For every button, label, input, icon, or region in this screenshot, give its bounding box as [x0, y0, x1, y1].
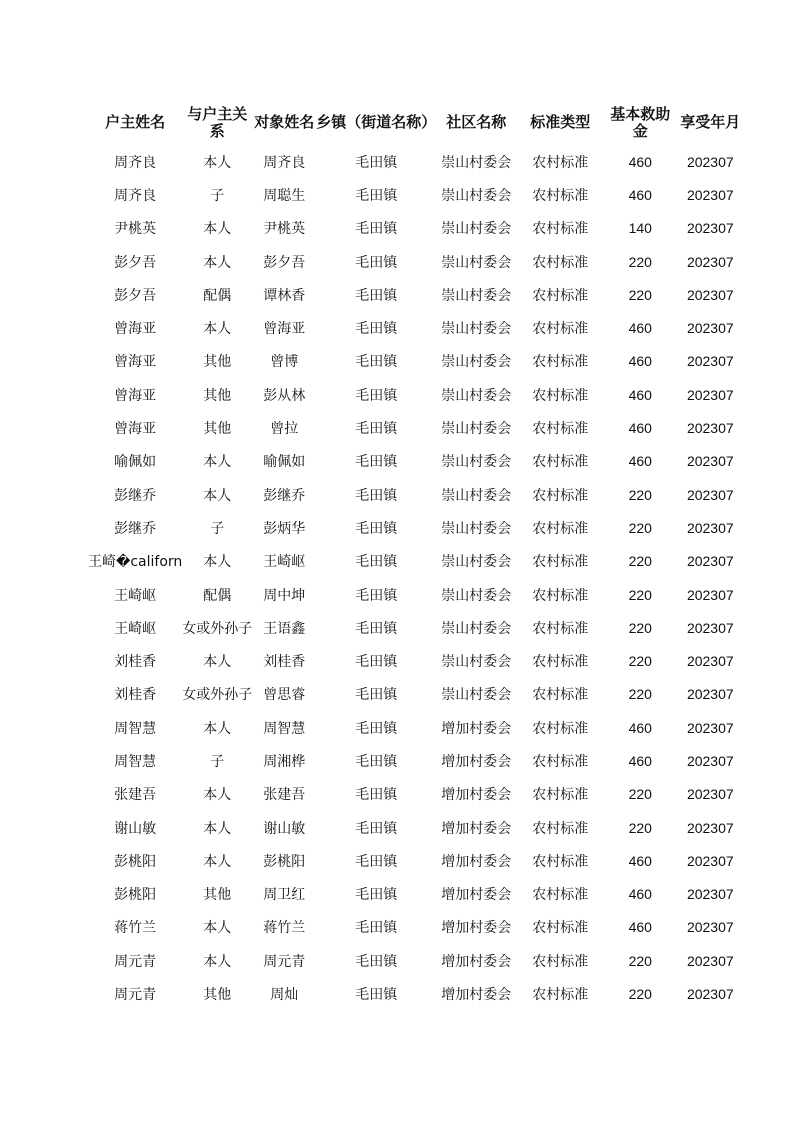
table-row [88, 711, 744, 744]
cell-town: 毛田镇 [355, 487, 398, 504]
table-body [88, 145, 744, 1011]
cell-relation: 子 [210, 520, 225, 537]
cell-relation: 本人 [203, 254, 232, 271]
cell-period: 202307 [686, 819, 734, 836]
cell-period: 202307 [686, 786, 734, 803]
table-row [88, 478, 744, 511]
table-row [88, 378, 744, 411]
cell-period: 202307 [686, 586, 734, 603]
cell-object-name: 周卫红 [263, 887, 306, 904]
cell-head-name: 周齐良 [114, 187, 157, 204]
cell-relation: 其他 [203, 987, 232, 1004]
cell-town: 毛田镇 [355, 354, 398, 371]
table-row [88, 311, 744, 344]
cell-period: 202307 [686, 386, 734, 403]
cell-object-name: 曾拉 [270, 421, 299, 438]
header-basic-amount: 基本救助金 [610, 104, 671, 140]
cell-head-name: 刘桂香 [114, 654, 157, 671]
cell-object-name: 谢山敏 [263, 820, 306, 837]
cell-basic-amount: 220 [628, 486, 652, 503]
cell-standard-type: 农村标准 [532, 487, 589, 504]
table-header [88, 100, 744, 145]
cell-community: 崇山村委会 [441, 354, 512, 371]
cell-community: 崇山村委会 [441, 387, 512, 404]
table-row [88, 178, 744, 211]
cell-relation: 配偶 [203, 287, 232, 304]
cell-period: 202307 [686, 653, 734, 670]
cell-period: 202307 [686, 986, 734, 1003]
cell-standard-type: 农村标准 [532, 720, 589, 737]
cell-object-name: 彭炳华 [263, 520, 306, 537]
cell-community: 崇山村委会 [441, 587, 512, 604]
cell-object-name: 彭桃阳 [263, 853, 306, 870]
table-row [88, 145, 744, 178]
cell-relation: 本人 [203, 787, 232, 804]
cell-standard-type: 农村标准 [532, 753, 589, 770]
cell-head-name: 王崎�californ [88, 554, 183, 571]
header-community: 社区名称 [446, 113, 507, 131]
cell-relation: 女或外孙子 [182, 687, 253, 704]
cell-standard-type: 农村标准 [532, 687, 589, 704]
cell-period: 202307 [686, 553, 734, 570]
cell-town: 毛田镇 [355, 387, 398, 404]
cell-object-name: 周智慧 [263, 720, 306, 737]
cell-object-name: 王语鑫 [263, 620, 306, 637]
cell-basic-amount: 220 [628, 952, 652, 969]
cell-object-name: 曾思睿 [263, 687, 306, 704]
cell-object-name: 曾海亚 [263, 321, 306, 338]
table-row [88, 778, 744, 811]
cell-object-name: 王崎岖 [263, 554, 306, 571]
cell-object-name: 周聪生 [263, 187, 306, 204]
cell-town: 毛田镇 [355, 654, 398, 671]
cell-community: 崇山村委会 [441, 687, 512, 704]
cell-head-name: 彭夕吾 [114, 254, 157, 271]
cell-basic-amount: 220 [628, 819, 652, 836]
cell-town: 毛田镇 [355, 953, 398, 970]
cell-relation: 本人 [203, 487, 232, 504]
cell-relation: 其他 [203, 887, 232, 904]
cell-basic-amount: 220 [628, 686, 652, 703]
cell-basic-amount: 460 [628, 852, 652, 869]
cell-basic-amount: 460 [628, 186, 652, 203]
cell-relation: 其他 [203, 354, 232, 371]
cell-period: 202307 [686, 420, 734, 437]
cell-community: 崇山村委会 [441, 287, 512, 304]
cell-community: 崇山村委会 [441, 254, 512, 271]
table-row [88, 411, 744, 444]
cell-relation: 女或外孙子 [182, 620, 253, 637]
cell-head-name: 彭夕吾 [114, 287, 157, 304]
cell-relation: 其他 [203, 387, 232, 404]
cell-basic-amount: 140 [628, 220, 652, 237]
cell-period: 202307 [686, 253, 734, 270]
cell-standard-type: 农村标准 [532, 454, 589, 471]
cell-period: 202307 [686, 286, 734, 303]
cell-standard-type: 农村标准 [532, 587, 589, 604]
cell-object-name: 彭从林 [263, 387, 306, 404]
cell-basic-amount: 460 [628, 719, 652, 736]
cell-head-name: 王崎岖 [114, 620, 157, 637]
cell-standard-type: 农村标准 [532, 321, 589, 338]
table-row [88, 445, 744, 478]
cell-head-name: 曾海亚 [114, 354, 157, 371]
cell-head-name: 刘桂香 [114, 687, 157, 704]
cell-town: 毛田镇 [355, 321, 398, 338]
cell-basic-amount: 220 [628, 286, 652, 303]
header-head-name: 户主姓名 [105, 113, 166, 131]
cell-basic-amount: 220 [628, 519, 652, 536]
table-row [88, 644, 744, 677]
cell-relation: 本人 [203, 221, 232, 238]
cell-basic-amount: 460 [628, 453, 652, 470]
header-town: 乡镇（街道名称） [316, 113, 437, 131]
cell-basic-amount: 460 [628, 353, 652, 370]
cell-object-name: 喻佩如 [263, 454, 306, 471]
cell-town: 毛田镇 [355, 421, 398, 438]
cell-relation: 本人 [203, 321, 232, 338]
cell-period: 202307 [686, 353, 734, 370]
cell-head-name: 王崎岖 [114, 587, 157, 604]
cell-relation: 配偶 [203, 587, 232, 604]
cell-object-name: 张建吾 [263, 787, 306, 804]
cell-community: 增加村委会 [441, 920, 512, 937]
cell-standard-type: 农村标准 [532, 853, 589, 870]
cell-head-name: 尹桃英 [114, 221, 157, 238]
cell-relation: 本人 [203, 820, 232, 837]
cell-relation: 本人 [203, 154, 232, 171]
cell-relation: 本人 [203, 920, 232, 937]
cell-basic-amount: 460 [628, 886, 652, 903]
cell-period: 202307 [686, 919, 734, 936]
cell-relation: 子 [210, 187, 225, 204]
cell-period: 202307 [686, 519, 734, 536]
cell-town: 毛田镇 [355, 520, 398, 537]
cell-basic-amount: 220 [628, 619, 652, 636]
cell-standard-type: 农村标准 [532, 820, 589, 837]
cell-basic-amount: 460 [628, 420, 652, 437]
header-row [88, 100, 744, 145]
cell-object-name: 蒋竹兰 [263, 920, 306, 937]
cell-town: 毛田镇 [355, 254, 398, 271]
cell-standard-type: 农村标准 [532, 354, 589, 371]
cell-basic-amount: 220 [628, 253, 652, 270]
cell-standard-type: 农村标准 [532, 654, 589, 671]
cell-community: 崇山村委会 [441, 154, 512, 171]
cell-basic-amount: 220 [628, 986, 652, 1003]
cell-community: 增加村委会 [441, 953, 512, 970]
cell-object-name: 周灿 [270, 987, 299, 1004]
cell-standard-type: 农村标准 [532, 421, 589, 438]
table-row [88, 977, 744, 1010]
cell-period: 202307 [686, 486, 734, 503]
cell-basic-amount: 220 [628, 553, 652, 570]
cell-period: 202307 [686, 320, 734, 337]
cell-basic-amount: 220 [628, 653, 652, 670]
cell-basic-amount: 460 [628, 919, 652, 936]
cell-head-name: 彭桃阳 [114, 853, 157, 870]
cell-head-name: 周元青 [114, 987, 157, 1004]
cell-town: 毛田镇 [355, 687, 398, 704]
cell-standard-type: 农村标准 [532, 520, 589, 537]
cell-object-name: 彭继乔 [263, 487, 306, 504]
table-row [88, 245, 744, 278]
cell-object-name: 曾博 [270, 354, 299, 371]
cell-period: 202307 [686, 453, 734, 470]
cell-object-name: 刘桂香 [263, 654, 306, 671]
cell-basic-amount: 460 [628, 153, 652, 170]
cell-town: 毛田镇 [355, 454, 398, 471]
cell-town: 毛田镇 [355, 853, 398, 870]
table-row [88, 844, 744, 877]
cell-community: 崇山村委会 [441, 454, 512, 471]
cell-head-name: 彭桃阳 [114, 887, 157, 904]
table-row [88, 278, 744, 311]
table-row [88, 878, 744, 911]
cell-community: 增加村委会 [441, 987, 512, 1004]
table-row [88, 545, 744, 578]
cell-standard-type: 农村标准 [532, 187, 589, 204]
cell-basic-amount: 460 [628, 320, 652, 337]
cell-community: 增加村委会 [441, 753, 512, 770]
cell-basic-amount: 220 [628, 586, 652, 603]
table-row [88, 744, 744, 777]
cell-period: 202307 [686, 752, 734, 769]
cell-relation: 本人 [203, 720, 232, 737]
cell-relation: 本人 [203, 853, 232, 870]
cell-period: 202307 [686, 686, 734, 703]
cell-basic-amount: 460 [628, 386, 652, 403]
cell-object-name: 周齐良 [263, 154, 306, 171]
table-row [88, 511, 744, 544]
cell-community: 增加村委会 [441, 787, 512, 804]
cell-head-name: 曾海亚 [114, 321, 157, 338]
table-row [88, 345, 744, 378]
cell-object-name: 周元青 [263, 953, 306, 970]
cell-community: 增加村委会 [441, 853, 512, 870]
table-row [88, 944, 744, 977]
cell-standard-type: 农村标准 [532, 221, 589, 238]
cell-relation: 本人 [203, 454, 232, 471]
cell-town: 毛田镇 [355, 221, 398, 238]
cell-community: 崇山村委会 [441, 321, 512, 338]
cell-object-name: 周湘桦 [263, 753, 306, 770]
cell-period: 202307 [686, 220, 734, 237]
cell-community: 崇山村委会 [441, 187, 512, 204]
cell-town: 毛田镇 [355, 787, 398, 804]
cell-town: 毛田镇 [355, 587, 398, 604]
cell-standard-type: 农村标准 [532, 787, 589, 804]
cell-head-name: 曾海亚 [114, 387, 157, 404]
cell-standard-type: 农村标准 [532, 620, 589, 637]
cell-town: 毛田镇 [355, 820, 398, 837]
cell-community: 崇山村委会 [441, 654, 512, 671]
cell-town: 毛田镇 [355, 920, 398, 937]
cell-standard-type: 农村标准 [532, 887, 589, 904]
table-row [88, 811, 744, 844]
cell-standard-type: 农村标准 [532, 287, 589, 304]
cell-head-name: 彭继乔 [114, 487, 157, 504]
cell-community: 崇山村委会 [441, 554, 512, 571]
table-row [88, 578, 744, 611]
cell-head-name: 周元青 [114, 953, 157, 970]
cell-period: 202307 [686, 619, 734, 636]
cell-standard-type: 农村标准 [532, 154, 589, 171]
cell-town: 毛田镇 [355, 987, 398, 1004]
cell-standard-type: 农村标准 [532, 987, 589, 1004]
cell-period: 202307 [686, 952, 734, 969]
cell-head-name: 曾海亚 [114, 421, 157, 438]
cell-head-name: 周智慧 [114, 753, 157, 770]
cell-town: 毛田镇 [355, 753, 398, 770]
cell-town: 毛田镇 [355, 620, 398, 637]
header-period: 享受年月 [680, 113, 741, 131]
header-relation: 与户主关系 [187, 104, 248, 140]
cell-community: 崇山村委会 [441, 520, 512, 537]
cell-relation: 其他 [203, 421, 232, 438]
cell-town: 毛田镇 [355, 720, 398, 737]
cell-community: 崇山村委会 [441, 620, 512, 637]
cell-community: 增加村委会 [441, 887, 512, 904]
header-object-name: 对象姓名 [254, 113, 315, 131]
cell-head-name: 蒋竹兰 [114, 920, 157, 937]
cell-town: 毛田镇 [355, 287, 398, 304]
cell-period: 202307 [686, 719, 734, 736]
cell-object-name: 尹桃英 [263, 221, 306, 238]
cell-community: 崇山村委会 [441, 421, 512, 438]
cell-head-name: 张建吾 [114, 787, 157, 804]
cell-town: 毛田镇 [355, 154, 398, 171]
cell-community: 增加村委会 [441, 820, 512, 837]
cell-period: 202307 [686, 153, 734, 170]
cell-relation: 本人 [203, 654, 232, 671]
cell-period: 202307 [686, 886, 734, 903]
cell-standard-type: 农村标准 [532, 953, 589, 970]
cell-object-name: 周中坤 [263, 587, 306, 604]
assistance-roster-table [88, 100, 744, 1011]
cell-community: 增加村委会 [441, 720, 512, 737]
cell-head-name: 周齐良 [114, 154, 157, 171]
cell-object-name: 谭林香 [263, 287, 306, 304]
cell-basic-amount: 460 [628, 752, 652, 769]
table-row [88, 678, 744, 711]
cell-head-name: 喻佩如 [114, 454, 157, 471]
cell-period: 202307 [686, 186, 734, 203]
cell-community: 崇山村委会 [441, 487, 512, 504]
cell-standard-type: 农村标准 [532, 387, 589, 404]
table-row [88, 611, 744, 644]
cell-relation: 子 [210, 753, 225, 770]
cell-standard-type: 农村标准 [532, 554, 589, 571]
cell-town: 毛田镇 [355, 187, 398, 204]
cell-standard-type: 农村标准 [532, 920, 589, 937]
cell-head-name: 周智慧 [114, 720, 157, 737]
cell-town: 毛田镇 [355, 887, 398, 904]
cell-town: 毛田镇 [355, 554, 398, 571]
table-row [88, 212, 744, 245]
cell-community: 崇山村委会 [441, 221, 512, 238]
cell-object-name: 彭夕吾 [263, 254, 306, 271]
header-standard-type: 标准类型 [530, 113, 591, 131]
cell-standard-type: 农村标准 [532, 254, 589, 271]
cell-basic-amount: 220 [628, 786, 652, 803]
cell-relation: 本人 [203, 953, 232, 970]
cell-relation: 本人 [203, 554, 232, 571]
table-row [88, 911, 744, 944]
cell-head-name: 彭继乔 [114, 520, 157, 537]
cell-period: 202307 [686, 852, 734, 869]
cell-head-name: 谢山敏 [114, 820, 157, 837]
